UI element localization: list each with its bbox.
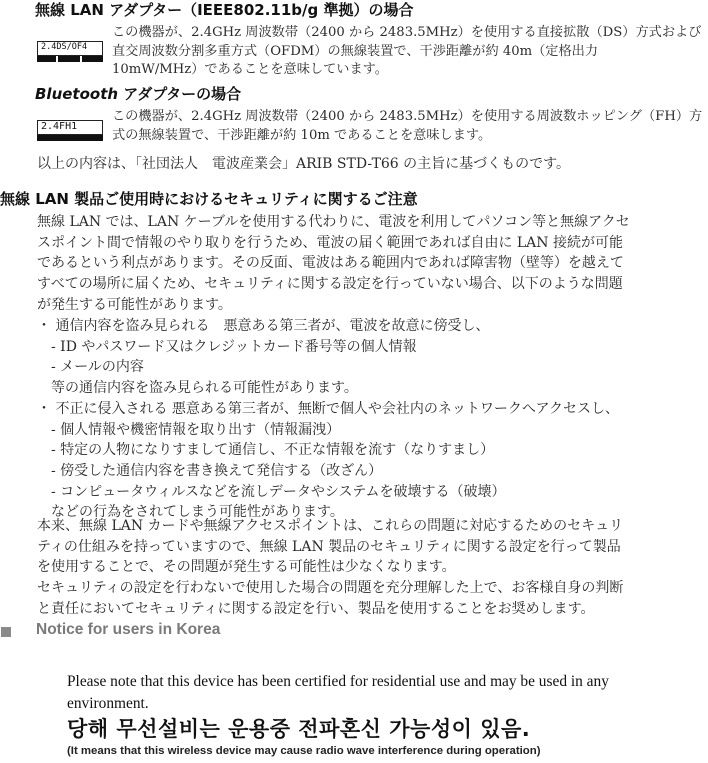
- risk-list-item: ・ 不正に侵入される 悪意ある第三者が、無断で個人や会社内のネットワークへアクセスし、: [37, 400, 620, 417]
- bluetooth-frequency-bar: [37, 135, 103, 141]
- bluetooth-heading-italic: Bluetooth: [35, 85, 119, 103]
- korea-translation: (It means that this wireless device may cause radio wave interference during operation): [67, 745, 541, 757]
- wlan-frequency-code: 2.4DS/OF4: [37, 41, 103, 56]
- security-closing-line: セキュリティの設定を行わないで使用した場合の問題を充分理解した上で、お客様自身の判断: [37, 580, 624, 597]
- korea-english-notice: [67, 671, 609, 715]
- wlan-line: 直交周波数分割多重方式（OFDM）の無線装置で、干渉距離が約 40m（定格出力: [112, 43, 599, 59]
- risk-list-item: - 傍受した通信内容を書き換えて発信する（改ざん）: [37, 462, 383, 479]
- security-closing-line: と責任においてセキュリティに関する設定を行い、製品を使用することをお奨めします。: [37, 600, 595, 617]
- bluetooth-heading-rest: アダプターの場合: [118, 85, 242, 103]
- wlan-frequency-bars: [37, 56, 103, 62]
- risk-list-item: - ID やパスワード又はクレジットカード番号等の個人情報: [37, 338, 417, 355]
- bluetooth-line: 式の無線装置で、干渉距離が約 10m であることを意味します。: [112, 127, 492, 143]
- square-bullet-icon: [1, 627, 11, 637]
- security-heading: 無線 LAN 製品ご使用時におけるセキュリティに関するご注意: [0, 190, 418, 208]
- wlan-line: この機器が、2.4GHz 周波数帯（2400 から 2483.5MHz）を使用する直接拡散（DS）方式および: [112, 25, 702, 40]
- korea-korean-notice: 당해 무선설비는 운용중 전파혼신 가능성이 있음.: [67, 717, 531, 741]
- security-closing: [37, 516, 623, 620]
- korea-notice-title: Notice for users in Korea: [36, 621, 221, 638]
- security-closing-line: 本来、無線 LAN カードや無線アクセスポイントは、これらの問題に対応するためのセキュリ: [37, 518, 624, 534]
- bluetooth-adapter-heading: [35, 84, 241, 104]
- security-intro-line: であるという利点があります。その反面、電波はある範囲内であれば障害物（壁等）を越えて: [37, 255, 624, 272]
- security-intro-line: スポイント間で情報のやり取りを行うため、電波の届く範囲であれば自由に LAN 接続が可能: [37, 234, 623, 251]
- risk-list-item: - 特定の人物になりすまして通信し、不正な情報を流す（なりすまし）: [37, 442, 495, 459]
- security-risk-list: [37, 316, 619, 523]
- security-intro-line: すべての場所に届くため、セキュリティに関する設定を行っていない場合、以下のような問題: [37, 276, 623, 293]
- bluetooth-line: この機器が、2.4GHz 周波数帯（2400 から 2483.5MHz）を使用する周波数ホッピング（FH）方: [112, 109, 703, 124]
- korea-english-line: environment.: [67, 695, 149, 712]
- risk-list-item: - 個人情報や機密情報を取り出す（情報漏洩）: [37, 421, 341, 438]
- risk-list-item: - コンピュータウィルスなどを流しデータやシステムを破壊する（破壊）: [37, 483, 506, 500]
- risk-list-item: ・ 通信内容を盗み見られる 悪意ある第三者が、電波を故意に傍受し、: [37, 318, 490, 334]
- security-closing-line: ティの仕組みを持っていますので、無線 LAN 製品のセキュリティに関する設定を行って製品: [37, 538, 621, 555]
- bluetooth-adapter-text: [112, 108, 702, 145]
- wlan-adapter-text: [112, 24, 701, 80]
- security-intro-line: 無線 LAN では、LAN ケーブルを使用する代わりに、電波を利用してパソコン等と無線アクセ: [37, 214, 630, 230]
- risk-list-item: 等の通信内容を盗み見られる可能性があります。: [37, 380, 358, 397]
- wlan-adapter-heading: 無線 LAN アダプター（IEEE802.11b/g 準拠）の場合: [35, 1, 414, 19]
- security-intro: [37, 212, 630, 316]
- risk-list-item: などの行為をされてしまう可能性があります。: [37, 504, 344, 521]
- security-intro-line: が発生する可能性があります。: [37, 296, 232, 313]
- risk-list-item: - メールの内容: [37, 359, 144, 376]
- security-closing-line: を使用することで、その問題が発生する可能性は少なくなります。: [37, 559, 456, 576]
- bluetooth-frequency-code: 2.4FH1: [37, 120, 103, 135]
- korea-english-line: Please note that this device has been certified for residential use and may be used in any: [67, 673, 609, 690]
- arib-note: 以上の内容は、「社団法人 電波産業会」ARIB STD-T66 の主旨に基づくものです。: [37, 156, 571, 172]
- wlan-line: 10mW/MHz）であることを意味しています。: [112, 62, 388, 78]
